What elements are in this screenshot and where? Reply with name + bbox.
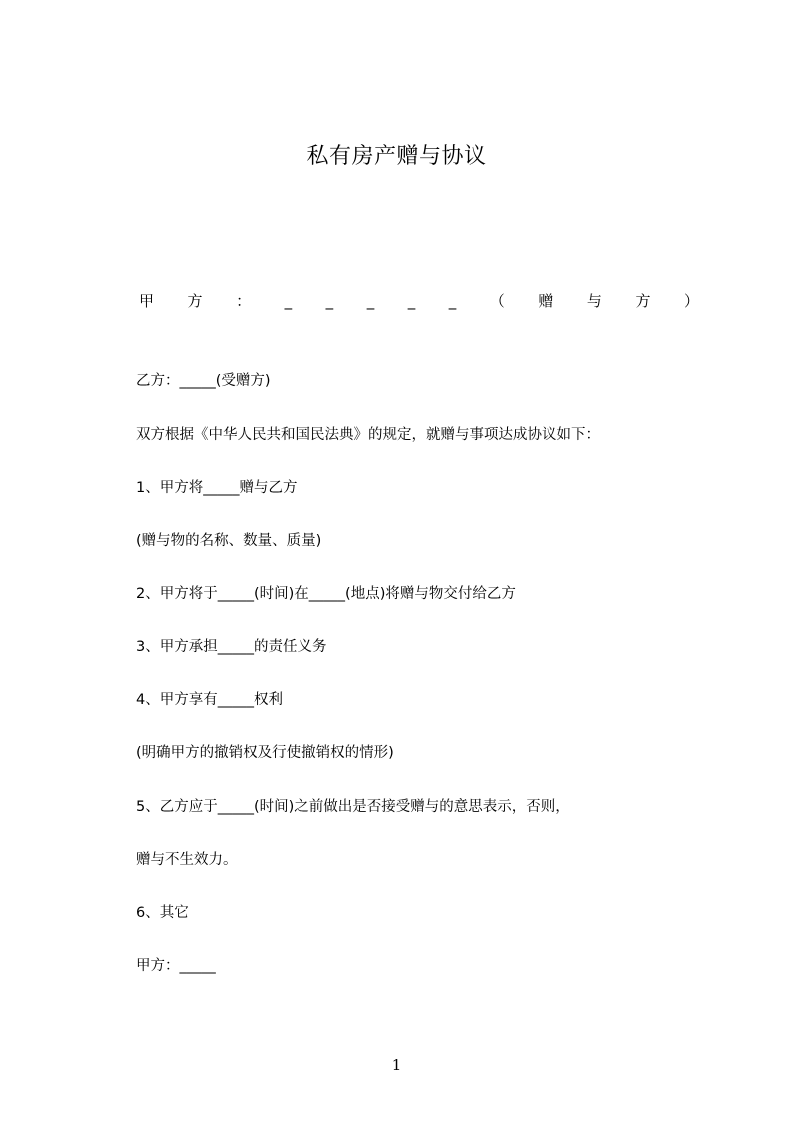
party-a-blank: _ — [284, 292, 293, 310]
clause-5-continuation: 赠与不生效力。 — [136, 852, 238, 868]
party-b-line: 乙方：_____(受赠方) — [136, 373, 271, 389]
clause-4-note: (明确甲方的撤销权及行使撤销权的情形) — [136, 745, 394, 761]
party-a-char: 方 — [187, 292, 203, 310]
document-title: 私有房产赠与协议 — [306, 144, 487, 169]
party-a-blank: _ — [448, 292, 457, 310]
page-number: 1 — [391, 1056, 402, 1074]
clause-1-line: 1、甲方将_____赠与乙方 — [136, 480, 298, 496]
clause-5-line: 5、乙方应于_____(时间)之前做出是否接受赠与的意思表示，否则， — [136, 799, 570, 815]
clause-3-line: 3、甲方承担_____的责任义务 — [136, 639, 327, 655]
clause-1-note: (赠与物的名称、数量、质量) — [136, 533, 322, 549]
clause-2-line: 2、甲方将于_____(时间)在_____(地点)将赠与物交付给乙方 — [136, 586, 516, 602]
party-a-line — [139, 288, 699, 314]
clause-4-line: 4、甲方享有_____权利 — [136, 692, 283, 708]
party-a-char: 赠 — [538, 292, 554, 310]
party-a-blank: _ — [366, 292, 375, 310]
party-a-char: 与 — [586, 292, 602, 310]
clause-6-line: 6、其它 — [136, 905, 189, 921]
party-a-blank: _ — [325, 292, 334, 310]
party-a-char: ） — [683, 292, 699, 310]
party-a-char: 方 — [635, 292, 651, 310]
preamble-line: 双方根据《中华人民共和国民法典》的规定，就赠与事项达成协议如下： — [136, 427, 600, 443]
party-a-signature-line: 甲方：_____ — [136, 958, 216, 974]
party-a-char: （ — [489, 292, 505, 310]
party-a-char: ： — [236, 292, 252, 310]
party-a-blank: _ — [407, 292, 416, 310]
party-a-char: 甲 — [139, 292, 155, 310]
